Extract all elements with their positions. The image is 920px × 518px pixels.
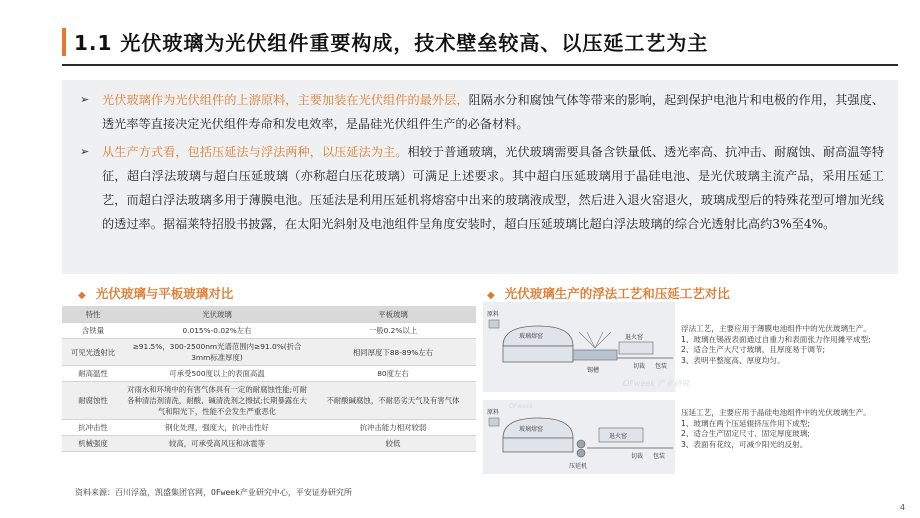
packing-label: 包装 bbox=[653, 453, 666, 460]
float-process-description bbox=[681, 324, 903, 366]
table-cell: 较高，可承受高风压和冰雹等 bbox=[124, 436, 310, 452]
table-row bbox=[62, 339, 476, 366]
bullet-highlight: 光伏玻璃作为光伏组件的上游原料，主要加装在光伏组件的最外层， bbox=[102, 93, 469, 107]
float-title: 浮法工艺，主要应用于薄膜电池组件中的光伏玻璃生产。 bbox=[681, 324, 871, 333]
right-section-heading-text: 光伏玻璃生产的浮法工艺和压延工艺对比 bbox=[504, 286, 730, 301]
material-label: 原料 bbox=[487, 311, 500, 318]
title-divider bbox=[62, 64, 898, 66]
furnace-label: 玻璃熔窑 bbox=[519, 333, 544, 340]
table-cell: 抗冲击能力相对较弱 bbox=[310, 420, 476, 436]
diamond-icon: ◆ bbox=[487, 290, 495, 301]
table-cell: 相同厚度下88-89%左右 bbox=[310, 339, 476, 366]
furnace-body bbox=[503, 346, 573, 362]
table-row bbox=[62, 323, 476, 339]
table-cell: 抗冲击性 bbox=[62, 420, 124, 436]
float-process-svg bbox=[483, 302, 690, 392]
right-section-heading bbox=[487, 284, 730, 302]
calendering-process-diagram bbox=[483, 400, 675, 474]
table-header-row bbox=[62, 306, 476, 323]
calendering-point: 3、表面有花纹，可减少阳光的反射。 bbox=[681, 439, 808, 449]
calender-label: 压延机 bbox=[569, 463, 588, 470]
table-cell: 较低 bbox=[310, 436, 476, 452]
tin-bath bbox=[573, 350, 617, 360]
table-cell: 可承受500度以上的表面高温 bbox=[124, 366, 310, 382]
diamond-icon: ◆ bbox=[78, 290, 86, 301]
tin-bath-label: 锡槽 bbox=[587, 367, 600, 374]
arrow-bullet-icon: ➢ bbox=[80, 145, 90, 158]
arrow-bullet-icon: ➢ bbox=[80, 93, 90, 106]
float-process-diagram bbox=[483, 302, 690, 392]
watermark-text: OFweek bbox=[509, 403, 533, 410]
float-point: 1、玻璃在锡液表面通过自重力和表面张力作用摊平成型; bbox=[681, 334, 871, 344]
page-title: 1.1 光伏玻璃为光伏组件重要构成，技术壁垒较高、以压延工艺为主 bbox=[74, 31, 709, 55]
heater-lines bbox=[579, 332, 611, 348]
bullet-text: 阻隔水分和腐蚀气体等带来的影响，起到保护电池片和电极的作用，其强度、透光率等直接决定光伏组件寿命和发电效率，是晶硅光伏组件生产的必备材料。 bbox=[102, 93, 885, 131]
furnace-label: 玻璃熔窑 bbox=[519, 426, 544, 433]
bullet-item bbox=[80, 140, 884, 236]
calendering-point: 1、玻璃在两个压延辊挤压作用下成型; bbox=[681, 418, 810, 428]
page-number: 4 bbox=[900, 503, 906, 512]
cutting-label: 切裁 bbox=[631, 453, 644, 460]
table-row bbox=[62, 382, 476, 420]
furnace-body bbox=[503, 438, 573, 452]
annealing-label: 退火窑 bbox=[625, 334, 644, 341]
table-cell: 一般0.2%以上 bbox=[310, 323, 476, 339]
annealing-label: 退火窑 bbox=[609, 433, 628, 440]
annealing-lehr bbox=[619, 342, 653, 354]
table-row bbox=[62, 366, 476, 382]
table-cell: 耐高温性 bbox=[62, 366, 124, 382]
cutting-label: 切裁 bbox=[633, 363, 646, 370]
material-label: 原料 bbox=[487, 409, 500, 416]
table-cell: 不耐酸碱腐蚀，不耐恶劣天气及有害气体 bbox=[310, 382, 476, 420]
table-header-cell: 特性 bbox=[62, 306, 124, 323]
float-point: 2、适合生产大尺寸玻璃，且厚度易于调节; bbox=[681, 345, 826, 354]
table-cell: 机械强度 bbox=[62, 436, 124, 452]
calendering-title: 压延工艺，主要应用于晶硅电池组件中的光伏玻璃生产。 bbox=[681, 408, 871, 417]
table-row bbox=[62, 420, 476, 436]
table-cell: ≥91.5%，300-2500nm光谱范围内≥91.0%(折合3mm标准厚度) bbox=[124, 339, 310, 366]
bullet-item bbox=[80, 88, 884, 136]
table-row bbox=[62, 436, 476, 452]
table-cell: 80度左右 bbox=[310, 366, 476, 382]
float-point: 3、表明平整度高、厚度均匀。 bbox=[681, 355, 785, 365]
summary-panel bbox=[62, 80, 898, 274]
watermark-text: OFweek 产业研究 bbox=[623, 379, 690, 388]
table-cell: 0.015%-0.02%左右 bbox=[124, 323, 310, 339]
table-header-cell: 光伏玻璃 bbox=[124, 306, 310, 323]
comparison-table bbox=[62, 306, 476, 452]
raw-material-bin bbox=[489, 418, 499, 426]
table-cell: 耐腐蚀性 bbox=[62, 382, 124, 420]
table-cell: 可见光透射比 bbox=[62, 339, 124, 366]
table-header-cell: 平板玻璃 bbox=[310, 306, 476, 323]
roller-bottom bbox=[577, 449, 585, 457]
roller-top bbox=[577, 440, 585, 448]
calendering-point: 2、适合生产固定尺寸、固定厚度玻璃; bbox=[681, 429, 810, 438]
table-cell: 含铁量 bbox=[62, 323, 124, 339]
calendering-process-svg bbox=[483, 400, 675, 474]
table-cell: 对雨水和环境中的有害气体具有一定的耐腐蚀性能;可耐各种清洁剂清洗，耐酸、碱清洗剂之擦拭;长期暴露在大气和阳光下，性能不会发生严重恶化 bbox=[124, 382, 310, 420]
title-accent-bar bbox=[62, 28, 66, 56]
heater-lines bbox=[587, 332, 603, 348]
bullet-highlight: 从生产方式看，包括压延法与浮法两种，以压延法为主。 bbox=[102, 145, 408, 159]
calendering-process-description bbox=[681, 408, 903, 450]
table-cell: 钢化处理，强度大，抗冲击性好 bbox=[124, 420, 310, 436]
bullet-text: 相较于普通玻璃，光伏玻璃需要具备含铁量低、透光率高、抗冲击、耐腐蚀、耐高温等特征，超白浮法玻璃与超白压延玻璃（亦称超白压花玻璃）可满足上述要求。其中超白压延玻璃用于晶硅电池、是光伏玻璃主流产品，采用压延工艺，而超白浮法玻璃多用于薄膜电池。压延法是利用压延机将熔窑中出来的玻璃液成型，然后进入退火窑退火，玻璃成型后的特殊花型可增加光线的透过率。据福莱特招股书披露，在太阳光斜射及电池组件呈角度安装时，超白压延玻璃比超白浮法玻璃的综合光透射比高约3%至4%。 bbox=[102, 145, 885, 231]
source-note: 资料来源：百川浮盈，凯盛集团官网，OFweek产业研究中心，平安证券研究所 bbox=[75, 488, 352, 497]
raw-material-bin bbox=[489, 320, 499, 328]
packing-label: 包装 bbox=[655, 363, 668, 370]
left-section-heading-text: 光伏玻璃与平板玻璃对比 bbox=[95, 286, 234, 301]
left-section-heading bbox=[78, 284, 233, 302]
